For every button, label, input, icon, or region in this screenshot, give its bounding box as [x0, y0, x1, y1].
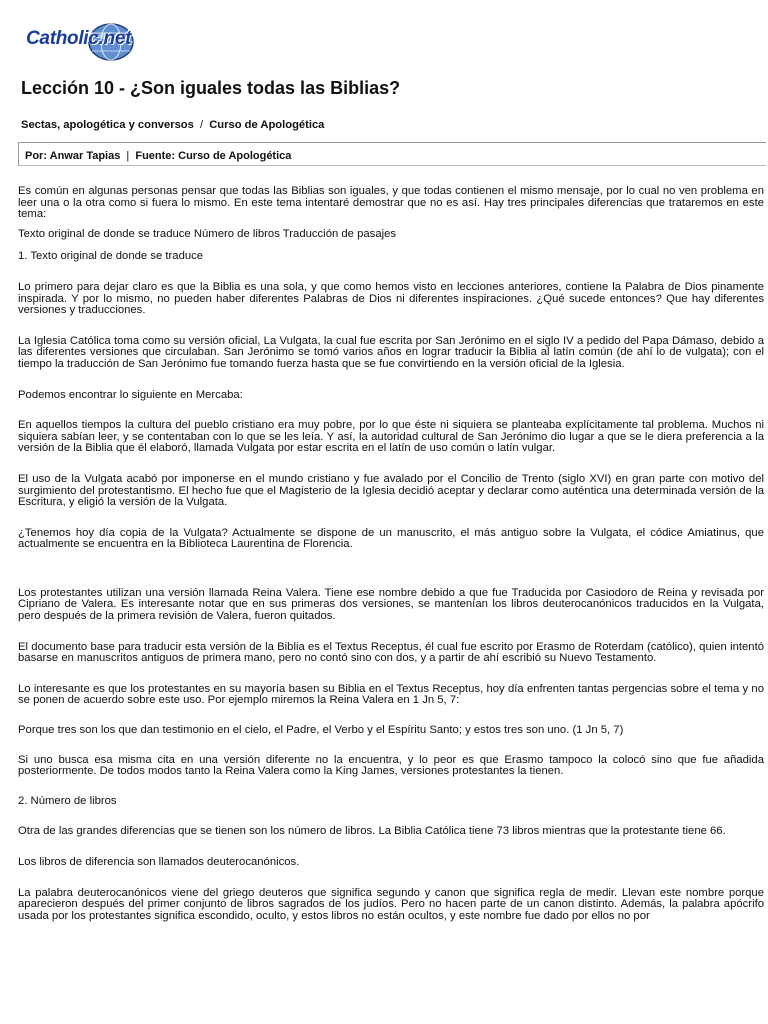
paragraph: Los protestantes utilizan una versión llamada Reina Valera. Tiene ese nombre debido a que fue Traducida por Casiodoro de Reina y revisada por Cipriano de Valera. Es interesante notar que en sus primeras dos versiones, se mantenían los libros deuterocanónicos traducidos en la Vulgata, pero después de la primera revisión de Valera, fueron quitados.	[18, 586, 764, 623]
breadcrumb-course[interactable]: Curso de Apologética	[209, 119, 325, 131]
paragraph-quote: En aquellos tiempos la cultura del pueblo cristiano era muy pobre, por lo que éste ni siquiera se planteaba explícitamente tal problema. Muchos ni siquiera sabían leer, y se contentaban con lo que se les leía. Y así, la autoridad cultural de San Jerónimo dio lugar a que se le diera preferencia a la versión de la Biblia que él elaboró, llamada Vulgata por estar escrita en el latín de uso común o latín vulgar.	[18, 419, 764, 455]
author-bar	[18, 142, 766, 166]
paragraph: La palabra deuterocanónicos viene del griego deuteros que significa segundo y canon que significa regla de medir. Llevan este nombre porque aparecieron después del primer conjunto de libros sagrados de los judíos. Pero no hacen parte de un canon distinto. Además, la palabra apócrifo usada por los protestantes significa escondido, oculto, y estos libros no están ocultos, y este nombre fue dado por ellos no por	[18, 886, 764, 922]
page-title: Lección 10 - ¿Son iguales todas las Biblias?	[21, 78, 401, 98]
breadcrumb	[21, 119, 324, 131]
paragraph: Si uno busca esa misma cita en una versión diferente no la encuentra, y lo peor es que Erasmo tampoco la colocó sino que fue añadida posteriormente. De todos modos tanto la Reina Valera como la King James, versiones protestantes la tienen.	[18, 753, 764, 778]
paragraph-citation: Porque tres son los que dan testimonio en el cielo, el Padre, el Verbo y el Espíritu Santo; y estos tres son uno. (1 Jn 5, 7)	[18, 724, 624, 737]
paragraph: Podemos encontrar lo siguiente en Mercaba:	[18, 388, 243, 401]
paragraph: La Iglesia Católica toma como su versión oficial, La Vulgata, la cual fue escrita por San Jerónimo en el siglo IV a pedido del Papa Dámaso, debido a las diferentes versiones que circulaban. San Jerónimo se tomó varios años en lograr traducir la Biblia al latín común (de ahí lo de vulgata); con el tiempo la traducción de San Jerónimo fue tomando fuerza hasta que se fue convirtiendo en la versión oficial de la Iglesia.	[18, 334, 764, 370]
breadcrumb-section[interactable]: Sectas, apologética y conversos	[21, 119, 194, 131]
section-heading-2: 2. Número de libros	[18, 794, 117, 807]
catholic-net-logo[interactable]	[24, 22, 138, 62]
article-source: Fuente: Curso de Apologética	[135, 150, 292, 162]
paragraph: Los libros de diferencia son llamados deuterocanónicos.	[18, 856, 300, 868]
paragraph: Lo primero para dejar claro es que la Biblia es una sola, y que como hemos visto en lecciones anteriores, contiene la Palabra de Dios pinamente inspirada. Y por lo mismo, no pueden haber diferentes Palabras de Dios ni diferentes inspiraciones. ¿Qué sucede entonces? Que hay diferentes versiones y traducciones.	[18, 280, 764, 317]
byline-separator: |	[126, 150, 130, 162]
article-body	[18, 186, 764, 922]
author-name: Por: Anwar Tapias	[25, 150, 121, 162]
paragraph: El uso de la Vulgata acabó por imponerse en el mundo cristiano y fue avalado por el Concilio de Trento (siglo XVI) en gran parte con motivo del surgimiento del protestantismo. El hecho fue que el Magisterio de la Iglesia decidió aceptar y declarar como auténtica una determinada versión de la Escritura, y eligió la versión de la Vulgata.	[18, 472, 764, 509]
paragraph: ¿Tenemos hoy día copia de la Vulgata? Actualmente se dispone de un manuscrito, el más antiguo sobre la Vulgata, el códice Amiatinus, que actualmente se encuentra en la Biblioteca Laurentina de Florencia.	[18, 526, 764, 551]
breadcrumb-separator: /	[199, 119, 204, 131]
paragraph-intro: Es común en algunas personas pensar que todas las Biblias son iguales, y que todas contienen el mismo mensaje, por lo cual no ven problema en leer una o la otra como si fuera lo mismo. En este tema intentaré demostrar que no es así. Hay tres principales diferencias que trataremos en este tema:	[18, 185, 764, 221]
paragraph: El documento base para traducir esta versión de la Biblia es el Textus Receptus, él cual fue escrito por Erasmo de Roterdam (católico), quien intentó basarse en manuscritos antiguos de primera mano, pero no contó sino con dos, y a partir de ahí escribió su Nuevo Testamento.	[18, 640, 764, 665]
paragraph-list: Texto original de donde se traduce Número de libros Traducción de pasajes	[18, 227, 397, 240]
section-heading-1: 1. Texto original de donde se traduce	[18, 250, 204, 263]
paragraph: Otra de las grandes diferencias que se tienen son los número de libros. La Biblia Católica tiene 73 libros mientras que la protestante tiene 66.	[18, 825, 726, 838]
logo-text: Catholic.net	[26, 28, 132, 49]
paragraph: Lo interesante es que los protestantes en su mayoría basen su Biblia en el Textus Receptus, hoy día enfrenten tantas pergencias sobre el tema y no se ponen de acuerdo sobre este uso. Por ejemplo miremos la Reina Valera en 1 Jn 5, 7:	[18, 682, 764, 707]
